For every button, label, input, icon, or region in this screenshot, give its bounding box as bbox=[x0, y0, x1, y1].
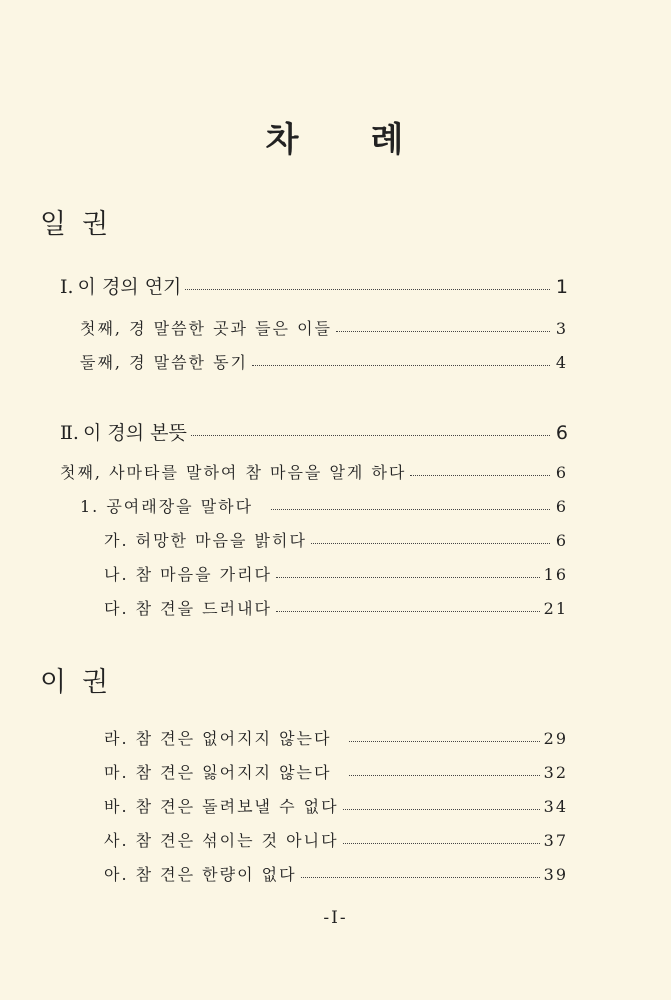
toc-entry[interactable]: 첫째, 경 말씀한 곳과 들은 이들 3 bbox=[80, 319, 568, 338]
page-number: 4 bbox=[555, 353, 568, 372]
toc-entry[interactable]: 마. 참 견은 잃어지지 않는다 32 bbox=[104, 763, 568, 782]
leader-dots bbox=[410, 475, 550, 476]
leader-dots bbox=[252, 365, 550, 366]
toc-entry[interactable]: 바. 참 견은 돌려보낼 수 없다 34 bbox=[104, 797, 568, 816]
leader-dots bbox=[271, 509, 550, 510]
toc-entry[interactable]: 가. 허망한 마음을 밝히다 6 bbox=[104, 531, 568, 550]
page-number: 1 bbox=[555, 276, 568, 298]
leader-dots bbox=[311, 543, 550, 544]
page-number: 37 bbox=[543, 831, 568, 850]
page-number: 3 bbox=[555, 319, 568, 338]
leader-dots bbox=[276, 577, 540, 578]
page-number: 6 bbox=[555, 463, 568, 482]
page-number: 29 bbox=[543, 729, 568, 748]
page-number: 34 bbox=[543, 797, 568, 816]
toc-entry[interactable]: 사. 참 견은 섞이는 것 아니다 37 bbox=[104, 831, 568, 850]
toc-entry[interactable]: 다. 참 견을 드러내다 21 bbox=[104, 599, 568, 618]
page-title: 차 례 bbox=[265, 120, 406, 160]
page-number: 16 bbox=[543, 565, 568, 584]
page-number: 39 bbox=[543, 865, 568, 884]
volume-heading-2: 이 권 bbox=[40, 667, 111, 698]
page-number: 6 bbox=[555, 422, 568, 444]
page-number: 32 bbox=[543, 763, 568, 782]
leader-dots bbox=[336, 331, 550, 332]
toc-entry[interactable]: 1. 공여래장을 말하다 6 bbox=[80, 497, 568, 516]
page-footer-number: -Ⅰ- bbox=[323, 908, 348, 928]
page-number: 6 bbox=[555, 497, 568, 516]
leader-dots bbox=[185, 289, 550, 290]
toc-entry-section-2[interactable]: Ⅱ. 이 경의 본뜻 6 bbox=[60, 422, 568, 444]
leader-dots bbox=[301, 877, 540, 878]
toc-entry[interactable]: 아. 참 견은 한량이 없다 39 bbox=[104, 865, 568, 884]
toc-entry[interactable]: 둘째, 경 말씀한 동기 4 bbox=[80, 353, 568, 372]
leader-dots bbox=[349, 775, 539, 776]
leader-dots bbox=[276, 611, 540, 612]
toc-entry[interactable]: 라. 참 견은 없어지지 않는다 29 bbox=[104, 729, 568, 748]
toc-entry[interactable]: 첫째, 사마타를 말하여 참 마음을 알게 하다 6 bbox=[60, 463, 568, 482]
leader-dots bbox=[191, 435, 550, 436]
leader-dots bbox=[349, 741, 539, 742]
page-number: 21 bbox=[543, 599, 568, 618]
leader-dots bbox=[343, 843, 540, 844]
toc-entry-section-1[interactable]: Ⅰ. 이 경의 연기 1 bbox=[60, 276, 568, 298]
page-number: 6 bbox=[555, 531, 568, 550]
toc-entry[interactable]: 나. 참 마음을 가리다 16 bbox=[104, 565, 568, 584]
leader-dots bbox=[343, 809, 540, 810]
volume-heading-1: 일 권 bbox=[40, 209, 111, 240]
